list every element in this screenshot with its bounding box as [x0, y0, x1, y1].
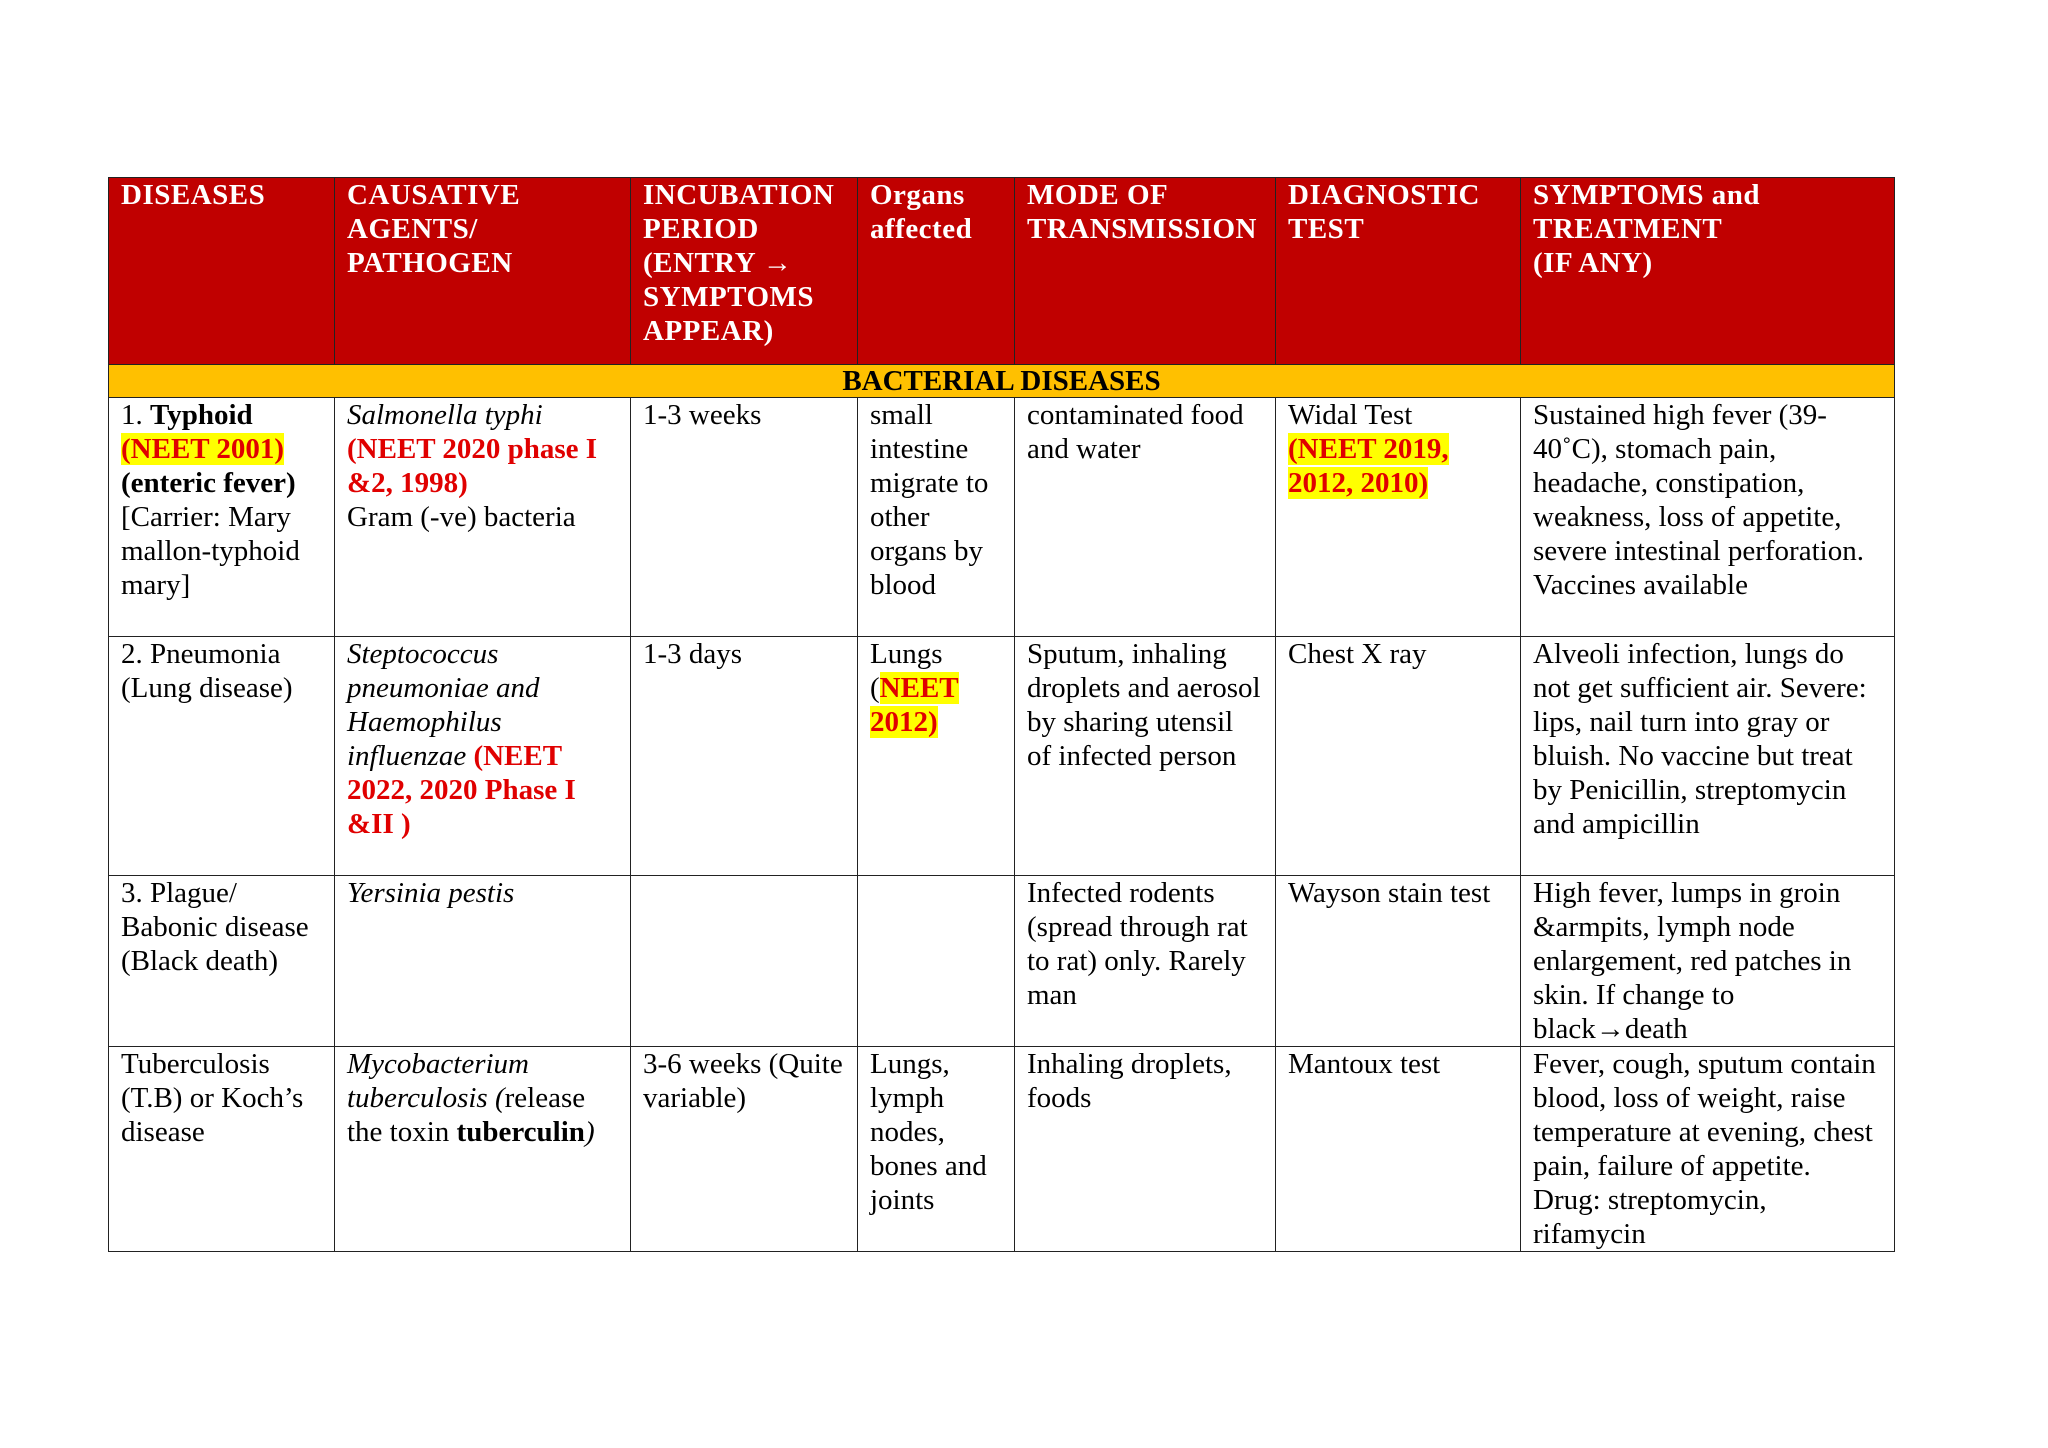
symptoms-text-2: death — [1624, 1013, 1688, 1045]
symptoms-text: High fever, lumps in groin &armpits, lymph node enlargement, red patches in skin. If change to black — [1533, 877, 1852, 1045]
header-incubation-text: INCUBATION PERIOD (ENTRY — [643, 179, 835, 279]
neet-badge: (NEET 2019, 2012, 2010) — [1288, 433, 1449, 499]
pathogen-name: Steptococcus pneumoniae and Haemophilus influenzae — [347, 638, 540, 772]
arrow-right-icon: → — [1595, 1013, 1625, 1045]
table-row — [109, 637, 1895, 876]
symptoms-cell — [1521, 876, 1895, 1047]
organs-cell: small intestine migrate to other organs by blood — [858, 398, 1015, 637]
diagnostic-cell: Mantoux test — [1276, 1047, 1521, 1252]
pathogen-extra: Gram (-ve) bacteria — [347, 501, 576, 533]
mode-cell: Infected rodents (spread through rat to rat) only. Rarely man — [1015, 876, 1276, 1047]
symptoms-cell: Sustained high fever (39-40˚C), stomach pain, headache, constipation, weakness, loss of appetite, severe intestinal perforation. Vaccines available — [1521, 398, 1895, 637]
mode-cell: Inhaling droplets, foods — [1015, 1047, 1276, 1252]
neet-note: (NEET 2022, 2020 Phase I &II ) — [347, 740, 576, 840]
disease-alt-name: (enteric fever) — [121, 467, 296, 499]
diagnostic-name: Widal Test — [1288, 399, 1413, 431]
pathogen-close: ) — [584, 1116, 595, 1148]
pathogen-cell: Yersinia pestis — [335, 876, 631, 1047]
diagnostic-cell — [1276, 398, 1521, 637]
header-incubation — [631, 178, 858, 365]
header-incubation-text-2: SYMPTOMS APPEAR) — [643, 281, 815, 347]
disease-carrier: [Carrier: Mary mallon-typhoid mary] — [121, 501, 300, 601]
organs-text: Lungs ( — [870, 638, 943, 704]
neet-badge: (NEET 2001) — [121, 433, 285, 465]
symptoms-cell: Fever, cough, sputum contain blood, loss of weight, raise temperature at evening, chest pain, failure of appetite. Drug: streptomycin, rifamycin — [1521, 1047, 1895, 1252]
pathogen-cell — [335, 398, 631, 637]
disease-cell: 3. Plague/ Babonic disease (Black death) — [109, 876, 335, 1047]
disease-cell — [109, 398, 335, 637]
incubation-cell: 3-6 weeks (Quite variable) — [631, 1047, 858, 1252]
table-row — [109, 876, 1895, 1047]
incubation-cell: 1-3 weeks — [631, 398, 858, 637]
pathogen-cell — [335, 1047, 631, 1252]
pathogen-name: Salmonella typhi — [347, 399, 543, 431]
disease-num: 1. — [121, 399, 150, 431]
table-row — [109, 398, 1895, 637]
mode-cell: Sputum, inhaling droplets and aerosol by sharing utensil of infected person — [1015, 637, 1276, 876]
header-symptoms — [1521, 178, 1895, 365]
header-diagnostic: DIAGNOSTIC TEST — [1276, 178, 1521, 365]
pathogen-extra: release the toxin — [347, 1082, 586, 1148]
pathogen-cell — [335, 637, 631, 876]
neet-note: (NEET 2020 phase I &2, 1998) — [347, 433, 598, 499]
header-symptoms-note: (IF ANY) — [1533, 247, 1653, 279]
incubation-cell: 1-3 days — [631, 637, 858, 876]
table-row — [109, 1047, 1895, 1252]
disease-table — [108, 177, 1895, 1252]
pathogen-name: Mycobacterium tuberculosis ( — [347, 1048, 529, 1114]
disease-cell: 2. Pneumonia (Lung disease) — [109, 637, 335, 876]
neet-badge: NEET 2012) — [870, 672, 959, 738]
disease-name: Typhoid — [150, 399, 253, 431]
incubation-cell — [631, 876, 858, 1047]
organs-cell — [858, 876, 1015, 1047]
header-organs: Organs affected — [858, 178, 1015, 365]
section-row — [109, 365, 1895, 398]
section-bacterial: BACTERIAL DISEASES — [109, 365, 1895, 398]
header-causative: CAUSATIVE AGENTS/ PATHOGEN — [335, 178, 631, 365]
diagnostic-cell: Wayson stain test — [1276, 876, 1521, 1047]
symptoms-cell: Alveoli infection, lungs do not get sufficient air. Severe: lips, nail turn into gray or bluish. No vaccine but treat by Penicillin, streptomycin and ampicillin — [1521, 637, 1895, 876]
header-mode: MODE OF TRANSMISSION — [1015, 178, 1276, 365]
disease-cell: Tuberculosis (T.B) or Koch’s disease — [109, 1047, 335, 1252]
organs-cell — [858, 637, 1015, 876]
toxin-name: tuberculin — [456, 1116, 585, 1148]
header-symptoms-text: SYMPTOMS and TREATMENT — [1533, 179, 1761, 245]
arrow-right-icon: → — [762, 247, 793, 279]
mode-cell: contaminated food and water — [1015, 398, 1276, 637]
header-row — [109, 178, 1895, 365]
diagnostic-cell: Chest X ray — [1276, 637, 1521, 876]
organs-cell: Lungs, lymph nodes, bones and joints — [858, 1047, 1015, 1252]
header-diseases: DISEASES — [109, 178, 335, 365]
